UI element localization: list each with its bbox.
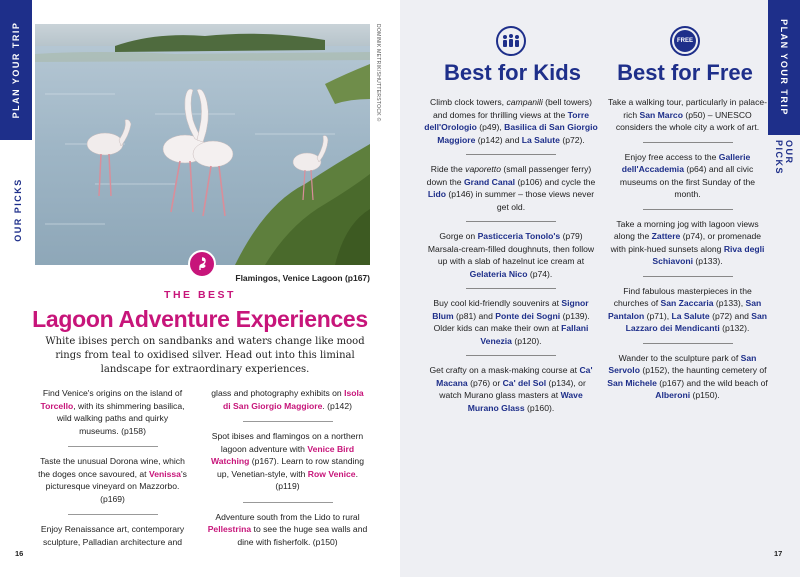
text: (p120). xyxy=(511,335,542,346)
place-link[interactable]: Grand Canal xyxy=(463,176,516,187)
place-link[interactable]: San Michele xyxy=(607,377,657,388)
left-column-a xyxy=(35,387,190,548)
place-link[interactable]: San Marco xyxy=(639,109,683,120)
list-item xyxy=(605,218,770,268)
list-item xyxy=(605,151,770,201)
place-link[interactable]: Torcello xyxy=(40,400,74,411)
place-link[interactable]: Row Venice xyxy=(307,468,356,479)
text: (p167) and the wild beach of xyxy=(656,377,768,388)
place-link[interactable]: Isola di San Giorgio Maggiore xyxy=(223,388,364,411)
list-item xyxy=(422,163,600,213)
text: (p64) and all civic museums on the first Sunday of the month. xyxy=(619,164,756,199)
place-link[interactable]: Pellestrina xyxy=(207,524,252,534)
list-item xyxy=(205,387,370,412)
text: Find fabulous masterpieces in the churches of xyxy=(613,285,752,308)
text: (p139). Older kids can make their own at xyxy=(433,310,590,333)
place-link[interactable]: Signor Blum xyxy=(432,298,589,321)
text: Enjoy Renaissance art, contemporary sculpture, Palladian architecture and xyxy=(40,524,185,547)
text: campanili xyxy=(506,97,543,107)
place-link[interactable]: Zattere xyxy=(651,231,681,241)
place-link[interactable]: Lido xyxy=(427,189,447,199)
place-link[interactable]: Pasticceria Tonolo's xyxy=(477,231,561,241)
text: Ride the xyxy=(430,164,466,174)
list-item xyxy=(35,523,190,548)
list-item xyxy=(205,430,370,493)
text: Gorge on xyxy=(439,231,478,241)
text: Adventure south from the Lido to rural xyxy=(215,511,360,522)
left-column-b xyxy=(205,387,370,548)
text: Climb clock towers, xyxy=(430,97,507,107)
divider xyxy=(466,221,556,222)
place-link[interactable]: La Salute xyxy=(671,310,710,321)
list-item xyxy=(605,96,770,134)
list-item xyxy=(422,364,600,414)
place-link[interactable]: Gelateria Nico xyxy=(469,268,528,279)
list-item xyxy=(605,285,770,335)
place-link[interactable]: Alberoni xyxy=(655,390,691,400)
page-title: Lagoon Adventure Experiences xyxy=(32,306,368,332)
text: (p142) and xyxy=(475,134,522,145)
best-for-kids-heading: Best for Kids xyxy=(444,60,581,85)
photo-credit: DOMINIK METRIK/SHUTTERSTOCK © xyxy=(375,24,381,122)
place-link[interactable]: San Servolo xyxy=(608,352,757,375)
our-picks-label-right xyxy=(768,140,800,200)
text: . (p119) xyxy=(275,468,358,491)
text: (p72). xyxy=(559,134,585,145)
section-kicker: THE BEST xyxy=(164,289,236,301)
divider xyxy=(68,446,158,447)
free-icon xyxy=(670,26,700,56)
text: (p132). xyxy=(719,323,750,333)
text: (bell towers) and domes for thrilling views at the xyxy=(432,97,592,120)
plan-your-trip-tab xyxy=(0,0,32,140)
plan-your-trip-tab-right xyxy=(768,0,800,135)
tab-label: PLAN YOUR TRIP xyxy=(11,21,21,119)
side-label: OUR PICKS xyxy=(774,140,794,176)
divider xyxy=(466,288,556,289)
place-link[interactable]: Ponte dei Sogni xyxy=(495,310,561,321)
list-item xyxy=(205,511,370,549)
flamingo-photo xyxy=(35,24,370,265)
text: vaporetto xyxy=(465,164,501,174)
text: to see the huge sea walls and dine with fisherfolk. (p150) xyxy=(237,524,368,547)
divider xyxy=(243,421,333,422)
place-link[interactable]: Torre dell'Orologio xyxy=(424,109,590,132)
place-link[interactable]: Riva degli Schiavoni xyxy=(652,243,765,266)
place-link[interactable]: Ca' del Sol xyxy=(502,377,547,388)
list-item xyxy=(35,387,190,437)
list-item xyxy=(35,455,190,505)
text: (p74), or promenade with pink-hued sunsets along xyxy=(610,231,762,254)
place-link[interactable]: Fallani Venezia xyxy=(480,323,589,346)
text: (p152), the haunting cemetery of xyxy=(639,365,767,375)
right-page xyxy=(400,0,800,577)
page-number-left: 16 xyxy=(15,549,24,558)
place-link[interactable]: Venice Bird Watching xyxy=(210,443,355,466)
place-link[interactable]: Gallerie dell'Accademia xyxy=(621,151,751,174)
list-item xyxy=(422,230,600,280)
text: (p74). xyxy=(527,268,553,279)
list-item xyxy=(422,96,600,146)
text: Take a walking tour, particularly in palace-rich xyxy=(607,97,768,120)
text: (p50) – UNESCO considers the whole city a work of art. xyxy=(615,109,760,132)
text: Find Venice's origins on the island of xyxy=(42,388,183,398)
text: (p106) and cycle the xyxy=(515,176,596,187)
text: (p133). xyxy=(692,256,723,266)
text: Get crafty on a mask-making course at xyxy=(429,365,580,375)
page-number-right: 17 xyxy=(774,549,783,558)
divider xyxy=(243,502,333,503)
text: (p167). Learn to row standing up, Venetian-style, with xyxy=(217,456,364,479)
text: (p81) and xyxy=(453,310,496,321)
text: (p71), xyxy=(644,310,672,321)
divider xyxy=(643,343,733,344)
text: (p76) or xyxy=(467,377,503,388)
list-item xyxy=(605,352,770,402)
photo-caption: Flamingos, Venice Lagoon (p167) xyxy=(235,273,370,283)
text: (p146) in summer – those views never get old. xyxy=(446,189,595,212)
flamingo-icon xyxy=(188,250,216,278)
place-link[interactable]: San Pantalon xyxy=(607,298,762,321)
text: (p79) Marsala-cream-filled doughnuts, then follow up with a slab of hazelnut ice cream at xyxy=(427,231,595,266)
place-link[interactable]: San Lazzaro dei Mendicanti xyxy=(625,310,768,333)
text: (p134), or watch Murano glass masters at xyxy=(439,377,586,400)
list-item xyxy=(422,297,600,347)
divider xyxy=(466,154,556,155)
divider xyxy=(643,209,733,210)
kids-column xyxy=(422,96,600,414)
place-link[interactable]: San Zaccaria xyxy=(660,298,714,308)
text: . (p142) xyxy=(322,400,352,411)
text: glass and photography exhibits on xyxy=(211,388,345,398)
place-link[interactable]: Ca' Macana xyxy=(436,365,593,388)
free-icon-label: FREE xyxy=(674,30,696,52)
text: (p133), xyxy=(713,298,746,308)
text: 's picturesque vineyard on Mazzorbo. (p169) xyxy=(45,468,187,504)
family-icon xyxy=(496,26,526,56)
text: , with its shimmering basilica, wild walking paths and quirky museums. (p158) xyxy=(56,400,185,436)
free-column xyxy=(605,96,770,402)
place-link[interactable]: Wave Murano Glass xyxy=(467,390,583,413)
text: Spot ibises and flamingos on a northern lagoon adventure with xyxy=(211,431,364,454)
text: (p150). xyxy=(690,390,720,400)
text: Enjoy free access to the xyxy=(624,151,719,162)
place-link[interactable]: Venissa xyxy=(148,468,181,479)
text: (small passenger ferry) down the xyxy=(426,164,592,187)
text: (p160). xyxy=(524,402,555,413)
divider xyxy=(643,142,733,143)
text: Buy cool kid-friendly souvenirs at xyxy=(433,298,562,308)
divider xyxy=(68,514,158,515)
our-picks-label: OUR PICKS xyxy=(13,178,23,242)
text: (p72) and xyxy=(709,310,752,321)
place-link[interactable]: La Salute xyxy=(521,134,560,145)
intro-paragraph: White ibises perch on sandbanks and waters change like mood rings from teal to oxidised silver. Head out into this liminal landscape for extraordinary experiences. xyxy=(45,336,365,375)
tab-label: PLAN YOUR TRIP xyxy=(779,19,789,116)
text: Wander to the sculpture park of xyxy=(618,352,741,363)
text: Take a morning jog with lagoon views along the xyxy=(613,218,759,241)
place-link[interactable]: Basilica di San Giorgio Maggiore xyxy=(437,122,598,145)
best-for-free-heading: Best for Free xyxy=(617,60,753,85)
divider xyxy=(643,276,733,277)
divider xyxy=(466,355,556,356)
text: (p49), xyxy=(476,122,505,132)
text: Taste the unusual Dorona wine, which the doges once savoured, at xyxy=(38,456,185,479)
